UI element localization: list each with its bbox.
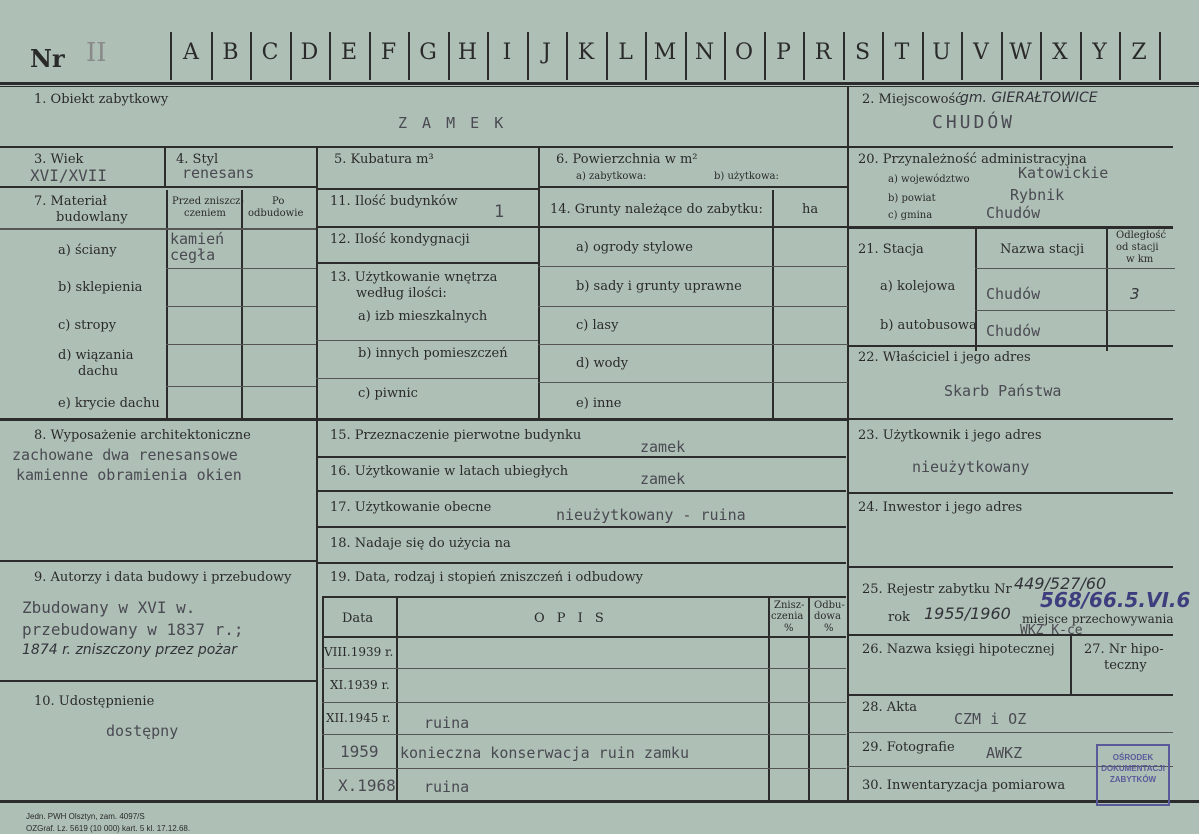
f25-year-label: rok [888,610,910,625]
f21-col-dist-3: w km [1126,254,1154,265]
f25-place-label: miejsce przechowywania [1022,612,1174,626]
f7-label-1: 7. Materiał [34,194,107,209]
f21-rail-label: a) kolejowa [880,279,956,294]
f24-label: 24. Inwestor i jego adres [858,500,1023,515]
f10-value: dostępny [106,722,179,740]
f21-col-dist-1: Odległość [1116,230,1167,241]
f7-col-before-2: czeniem [184,208,226,219]
f22-value: Skarb Państwa [944,382,1062,400]
f7-row-walls: a) ściany [58,243,117,258]
index-letter-divider [1159,32,1161,80]
f19-col-date: Data [342,611,374,626]
f19-col-rebuild-2: dowa [814,611,841,622]
f14-unit: ha [802,202,819,217]
f20-commune-label: c) gmina [888,210,933,221]
index-letter-g: G [419,40,437,65]
f20-county-value: Rybnik [1010,186,1065,204]
index-letter-i: I [502,40,512,65]
f15-value: zamek [640,438,686,456]
f13-other: b) innych pomieszczeń [358,346,508,361]
f2-value: CHUDÓW [932,112,1016,133]
f15-label: 15. Przeznaczenie pierwotne budynku [330,428,582,443]
f27-label-1: 27. Nr hipo- [1084,642,1164,657]
f19-row-date: X.1968 [338,776,396,795]
f19-label: 19. Data, rodzaj i stopień zniszczeń i odbudowy [330,570,644,585]
f8-value-1: zachowane dwa renesansowe [12,446,238,464]
nr-value: II [86,38,107,68]
f20-county-label: b) powiat [888,193,936,204]
f6-sub2: b) użytkowa: [714,171,779,182]
f20-label: 20. Przynależność administracyjna [858,152,1087,167]
index-letter-y: Y [1092,40,1107,65]
f21-col-dist-2: od stacji [1116,242,1159,253]
f22-label: 22. Właściciel i jego adres [858,350,1031,365]
f11-label: 11. Ilość budynków [330,194,458,209]
f4-value: renesans [182,164,255,182]
f25-label: 25. Rejestr zabytku Nr [862,582,1012,597]
f2-handwritten: gm. GIERAŁTOWICE [960,90,1098,106]
f19-row-desc: konieczna konserwacja ruin zamku [400,744,689,762]
f9-line-3: 1874 r. zniszczony przez pożar [22,642,237,658]
f14-label: 14. Grunty należące do zabytku: [550,202,763,217]
f13-cellars: c) piwnic [358,386,418,401]
f7-row-roof-truss: d) wiązania [58,348,134,363]
f2-label: 2. Miejscowość [862,92,963,107]
f4-label: 4. Styl [176,152,219,167]
f13-rooms: a) izb mieszkalnych [358,309,488,324]
stamp-line-2: DOKUMENTACJI [1101,764,1165,773]
index-letter-b: B [222,40,239,65]
f7-row-ceilings: c) stropy [58,318,117,333]
f7-row-roof-truss-2: dachu [78,364,119,379]
f14-orchards: b) sady i grunty uprawne [576,279,742,294]
f19-row-date: 1959 [340,742,379,761]
f21-bus-name: Chudów [986,322,1041,340]
index-letter-v: V [973,40,989,65]
footer-line-2: OZGraf. Lz. 5619 (10 000) kart. 5 kl. 17.12.68. [26,824,191,833]
index-letter-x: X [1052,40,1068,65]
index-letter-m: M [653,40,677,65]
stamp-line-3: ZABYTKÓW [1109,775,1157,784]
f19-row-date: VIII.1939 r. [324,645,394,659]
f23-label: 23. Użytkownik i jego adres [858,428,1042,443]
f19-col-destr-1: Znisz- [774,600,805,611]
index-letter-a: A [183,40,199,65]
f26-label: 26. Nazwa księgi hipotecznej [862,642,1055,657]
f7-row-vaults: b) sklepienia [58,280,143,295]
f25-place-value: WKZ K-ce [1020,623,1083,638]
f8-value-2: kamienne obramienia okien [16,466,242,484]
f25-nr2-value: 568/66.5.VI.6 [1040,588,1191,612]
f28-label: 28. Akta [862,700,918,715]
f14-other: e) inne [576,396,622,411]
f27-label-2: teczny [1104,658,1147,673]
f19-row-date: XI.1939 r. [330,678,390,692]
index-letter-n: N [694,40,715,65]
f20-commune-value: Chudów [986,204,1041,222]
f5-label: 5. Kubatura m³ [334,152,434,167]
nr-label: Nr [30,44,65,73]
f17-label: 17. Użytkowanie obecne [330,500,492,515]
index-letter-u: U [932,40,951,65]
stamp-line-1: OŚRODEK [1112,753,1154,762]
f19-col-rebuild-3: % [824,623,834,634]
f9-line-1: Zbudowany w XVI w. [22,598,196,617]
f21-rail-name: Chudów [986,285,1041,303]
f11-value: 1 [494,202,505,222]
f3-label: 3. Wiek [34,152,84,167]
f3-value: XVI/XVII [30,166,108,185]
f7-col-after-1: Po [272,196,285,207]
f25-year-value: 1955/1960 [924,604,1011,623]
index-letter-k: K [577,40,595,65]
f9-label: 9. Autorzy i data budowy i przebudowy [34,570,292,585]
index-letter-r: R [814,40,832,65]
index-letter-l: L [618,40,633,65]
f21-bus-label: b) autobusowa [880,318,977,333]
f7-col-after-2: odbudowie [248,208,304,219]
f7-walls-value-1: kamień [170,230,225,248]
f28-value: CZM i OZ [954,710,1027,728]
index-letter-s: S [854,40,871,65]
f21-rail-distance: 3 [1130,285,1140,303]
f23-value: nieużytkowany [912,458,1030,476]
f7-walls-value-2: cegła [170,246,216,264]
index-letter-t: T [894,40,910,65]
index-letter-p: P [776,40,791,65]
f7-col-before-1: Przed zniszcz- [172,196,244,207]
f19-col-rebuild-1: Odbu- [814,600,845,611]
f6-sub1: a) zabytkowa: [576,171,647,182]
f19-col-desc: O P I S [534,611,608,626]
f12-label: 12. Ilość kondygnacji [330,232,470,247]
f14-waters: d) wody [576,356,629,371]
footer-line-1: Jedn. PWH Olsztyn, zam. 4097/S [26,812,145,821]
index-letter-c: C [261,40,279,65]
f19-col-destr-2: czenia [771,611,804,622]
f14-gardens: a) ogrody stylowe [576,240,693,255]
index-letter-h: H [457,40,478,65]
f16-label: 16. Użytkowanie w latach ubiegłych [330,464,569,479]
index-letter-e: E [340,40,358,65]
f13-label-2: według ilości: [356,286,447,301]
index-letter-o: O [734,40,754,65]
index-letter-d: D [300,40,319,65]
f20-voivodeship-value: Katowickie [1018,164,1109,182]
f19-col-destr-3: % [784,623,794,634]
index-letter-j: J [542,40,551,65]
f14-forests: c) lasy [576,318,619,333]
f19-row-date: XII.1945 r. [326,711,391,725]
f20-voivodeship-label: a) województwo [888,174,970,185]
f7-row-roofing: e) krycie dachu [58,396,160,411]
documentation-center-stamp [1096,744,1170,806]
f8-label: 8. Wyposażenie architektoniczne [34,428,251,443]
f25-nr-value: 449/527/60 [1014,574,1107,593]
f16-value: zamek [640,470,686,488]
f18-label: 18. Nadaje się do użycia na [330,536,511,551]
f1-value: Z A M E K [398,114,507,132]
index-letter-f: F [380,40,397,65]
f7-label-2: budowlany [56,210,128,225]
f1-label: 1. Obiekt zabytkowy [34,92,169,107]
f30-label: 30. Inwentaryzacja pomiarowa [862,778,1066,793]
f10-label: 10. Udostępnienie [34,694,155,709]
f21-label: 21. Stacja [858,242,924,257]
f13-label-1: 13. Użytkowanie wnętrza [330,270,498,285]
f21-col-name: Nazwa stacji [1000,242,1085,257]
f29-value: AWKZ [986,744,1023,762]
f6-label: 6. Powierzchnia w m² [556,152,698,167]
index-letter-w: W [1009,40,1032,65]
index-letter-z: Z [1131,40,1147,65]
f17-value: nieużytkowany - ruina [556,506,746,524]
f19-row-desc: ruina [424,778,470,796]
f29-label: 29. Fotografie [862,740,955,755]
f9-line-2: przebudowany w 1837 r.; [22,620,244,639]
f19-row-desc: ruina [424,714,470,732]
